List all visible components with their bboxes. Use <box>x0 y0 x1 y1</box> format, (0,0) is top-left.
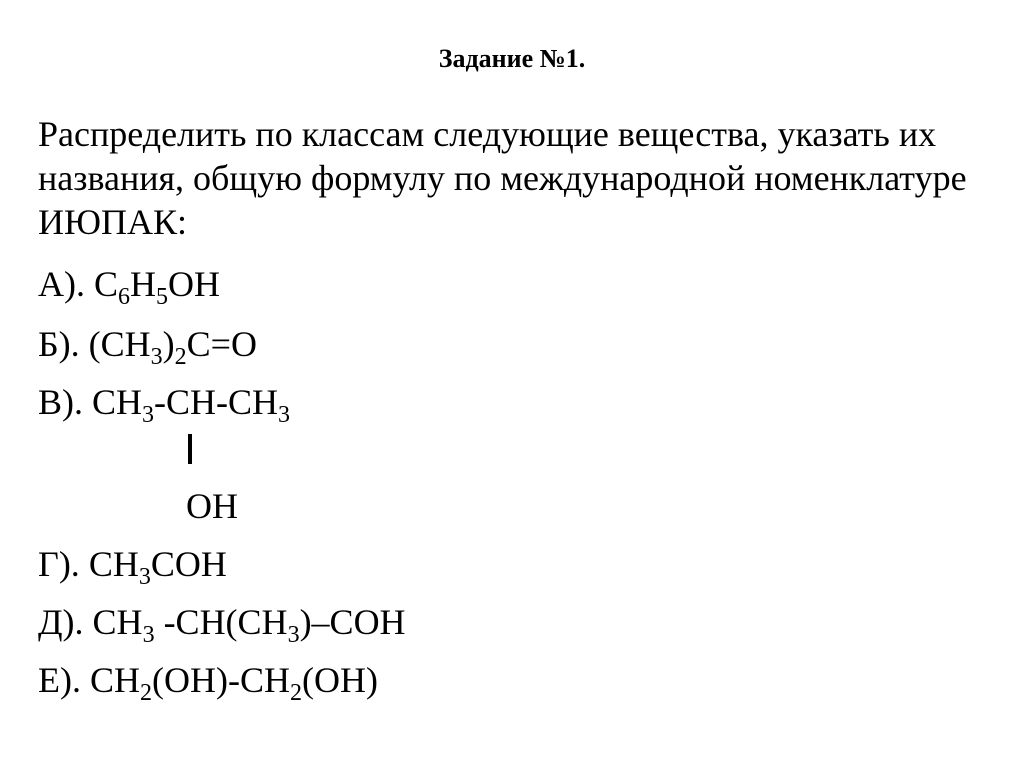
formula-d-part: CH <box>92 602 143 642</box>
formula-d-sub: 3 <box>142 622 155 648</box>
formula-v-label: В). <box>38 382 92 422</box>
bond-line <box>188 434 192 464</box>
formula-d-label: Д). <box>38 602 93 642</box>
formula-d-part: )–COH <box>299 602 406 642</box>
formula-b-part: C=O <box>186 324 257 364</box>
formula-g-sub: 3 <box>138 564 151 590</box>
formula-v-part: CH <box>92 382 143 422</box>
formula-e-label: Е). <box>38 660 90 700</box>
formula-a-part: C <box>94 264 119 304</box>
formula-v-part: -CH-CH <box>154 382 279 422</box>
task-text: Распределить по классам следующие вещества, указать их названия, общую формулу по международной номенклатуре ИЮПАК: <box>38 114 967 242</box>
formula-v <box>38 380 291 428</box>
formula-v-branch: OH <box>186 486 238 526</box>
formula-a-sub: 5 <box>156 284 169 310</box>
formula-a-part: H <box>130 264 157 304</box>
formula-v-sub: 3 <box>142 402 155 428</box>
formula-d <box>38 600 406 648</box>
formula-b-label: Б). <box>38 324 89 364</box>
task-title: Задание №1. <box>438 44 586 73</box>
formula-g-part: CH <box>88 544 139 584</box>
formula-d-part: -CH(CH <box>154 602 288 642</box>
formula-g-label: Г). <box>38 544 89 584</box>
formula-e <box>38 658 378 706</box>
formula-b-part: (CH <box>88 324 151 364</box>
formula-g <box>38 542 227 590</box>
formula-a-part: OH <box>168 264 221 304</box>
formula-d-sub: 3 <box>287 622 300 648</box>
formula-e-sub: 2 <box>140 680 152 706</box>
formula-b-part: ) <box>162 324 175 364</box>
formula-b-sub: 2 <box>174 344 187 370</box>
formula-g-part: COH <box>150 544 227 584</box>
formula-a-label: А). <box>38 264 94 304</box>
formula-e-sub: 2 <box>289 680 302 706</box>
formula-e-part: (OH)-CH <box>152 660 290 700</box>
formula-b <box>38 322 257 370</box>
formula-b-sub: 3 <box>150 344 163 370</box>
formula-a-sub: 6 <box>118 284 131 310</box>
formula-e-part: (OH) <box>301 660 378 700</box>
formula-v-sub: 3 <box>278 402 291 428</box>
formula-e-part: CH <box>89 660 140 700</box>
formula-a <box>38 262 221 310</box>
